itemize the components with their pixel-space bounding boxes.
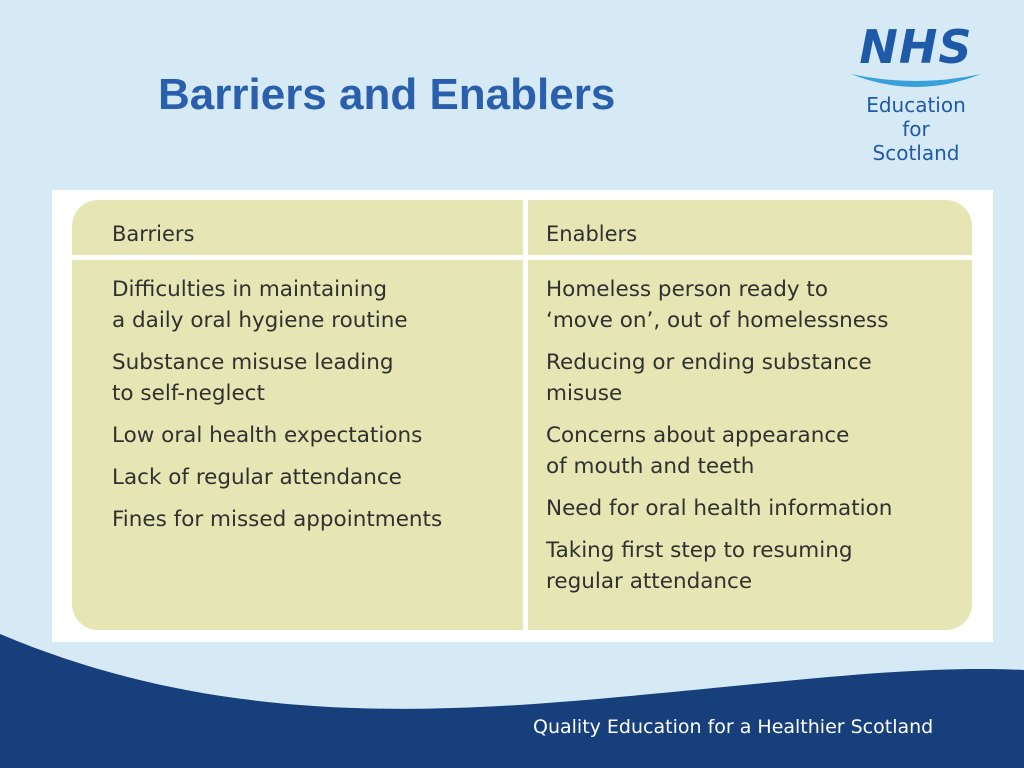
enabler-item: Reducing or ending substance misuse bbox=[546, 350, 872, 406]
barrier-item: Substance misuse leading to self-neglect bbox=[112, 350, 394, 406]
enabler-item: Concerns about appearance of mouth and teeth bbox=[546, 423, 850, 479]
footer-tagline: Quality Education for a Healthier Scotland bbox=[533, 716, 934, 738]
barrier-item: Difficulties in maintaining a daily oral hygiene routine bbox=[112, 277, 408, 333]
logo-line-education: Education bbox=[866, 93, 966, 117]
nhs-education-scotland-logo bbox=[846, 20, 986, 166]
header-barriers: Barriers bbox=[72, 200, 528, 260]
header-enablers: Enablers bbox=[528, 200, 972, 260]
logo-line-scotland: Scotland bbox=[872, 141, 960, 165]
enabler-item: Need for oral health information bbox=[546, 496, 893, 521]
table-image-panel bbox=[52, 190, 993, 642]
barrier-item: Low oral health expectations bbox=[112, 423, 423, 448]
enabler-item: Taking first step to resuming regular attendance bbox=[546, 538, 853, 594]
barrier-item: Lack of regular attendance bbox=[112, 465, 402, 490]
enablers-column bbox=[528, 260, 972, 630]
barriers-enablers-table bbox=[72, 200, 972, 630]
logo-line-for: for bbox=[902, 117, 930, 141]
barriers-column bbox=[72, 260, 528, 630]
enabler-item: Homeless person ready to ‘move on’, out of homelessness bbox=[546, 277, 889, 333]
footer-wave-band bbox=[0, 600, 1024, 768]
slide-title: Barriers and Enablers bbox=[158, 70, 616, 119]
logo-nhs-text: NHS bbox=[859, 20, 973, 74]
barrier-item: Fines for missed appointments bbox=[112, 507, 443, 532]
